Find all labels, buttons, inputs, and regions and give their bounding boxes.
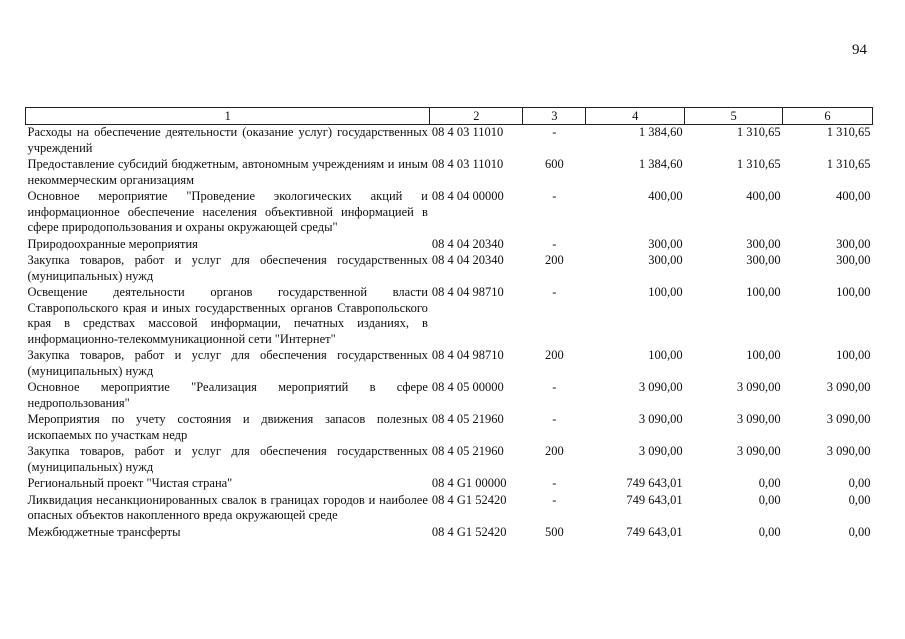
- row-expense-type-cell: -: [552, 236, 557, 251]
- row-amount-1-cell: 400,00: [648, 189, 683, 203]
- row-code-cell: 08 4 05 00000: [431, 380, 504, 394]
- row-amount-3-cell: 0,00: [848, 492, 871, 507]
- row-amount-2-cell: 0,00: [758, 524, 781, 539]
- table-row: [26, 253, 873, 285]
- row-code-cell: 08 4 04 98710: [431, 348, 504, 362]
- row-amount-1-cell: 3 090,00: [638, 380, 683, 394]
- row-code-cell: 08 4 04 20340: [431, 253, 504, 267]
- row-expense-type-cell: -: [552, 125, 557, 139]
- row-expense-type-cell: -: [552, 476, 557, 490]
- row-amount-1-cell: 100,00: [648, 285, 683, 299]
- table-row: [26, 189, 873, 237]
- row-amount-1-cell: 3 090,00: [638, 412, 683, 426]
- column-header: 5: [685, 108, 783, 125]
- table-row: [26, 444, 873, 476]
- table-row: [26, 380, 873, 412]
- row-name-cell: Закупка товаров, работ и услуг для обеспечения государственных (муниципальных) нужд: [27, 253, 428, 283]
- row-amount-2-cell: 400,00: [746, 189, 781, 203]
- row-amount-2-cell: 300,00: [746, 253, 781, 267]
- row-amount-2-cell: 0,00: [758, 492, 781, 507]
- row-name-cell: Предоставление субсидий бюджетным, автономным учреждениям и иным некоммерческим организациям: [27, 157, 428, 187]
- row-amount-3-cell: 300,00: [836, 236, 871, 251]
- row-code-cell: 08 4 05 21960: [431, 412, 504, 426]
- row-amount-3-cell: 3 090,00: [826, 380, 871, 394]
- row-amount-2-cell: 1 310,65: [736, 157, 781, 171]
- row-amount-3-cell: 1 310,65: [826, 125, 871, 139]
- page-number: 94: [852, 42, 867, 58]
- row-code-cell: 08 4 G1 52420: [431, 492, 507, 507]
- table-body: [26, 125, 873, 542]
- row-name-cell: Освещение деятельности органов государственной власти Ставропольского края и иных государственных органов Ставропольского края в средствах массовой информации, печатных изданиях, в информационно-телекоммуникационной сети "Интернет": [27, 285, 428, 346]
- column-header: 6: [783, 108, 873, 125]
- row-name-cell: Расходы на обеспечение деятельности (оказание услуг) государственных учреждений: [27, 125, 428, 155]
- column-header: 2: [430, 108, 523, 125]
- row-amount-3-cell: 400,00: [836, 189, 871, 203]
- table-row: [26, 476, 873, 493]
- table-row: [26, 525, 873, 542]
- row-amount-3-cell: 100,00: [836, 348, 871, 362]
- row-name-cell: Основное мероприятие "Реализация мероприятий в сфере недропользования": [27, 380, 428, 410]
- row-name-cell: Основное мероприятие "Проведение экологических акций и информационное обеспечение населения объективной информацией в сфере природопользования и охраны окружающей среды": [27, 189, 428, 234]
- table-row: [26, 412, 873, 444]
- row-code-cell: 08 4 03 11010: [431, 125, 504, 139]
- row-amount-1-cell: 100,00: [648, 348, 683, 362]
- row-amount-3-cell: 300,00: [836, 253, 871, 267]
- row-amount-1-cell: 300,00: [648, 236, 683, 251]
- row-name-cell: Региональный проект "Чистая страна": [27, 476, 233, 490]
- row-code-cell: 08 4 04 20340: [431, 236, 504, 251]
- row-code-cell: 08 4 03 11010: [431, 157, 504, 171]
- row-amount-1-cell: 1 384,60: [638, 125, 683, 139]
- row-expense-type-cell: 600: [544, 157, 564, 171]
- row-amount-3-cell: 3 090,00: [826, 412, 871, 426]
- row-expense-type-cell: 200: [544, 348, 564, 362]
- budget-table: [25, 107, 873, 541]
- row-expense-type-cell: 200: [544, 253, 564, 267]
- table-row: [26, 157, 873, 189]
- row-code-cell: 08 4 04 98710: [431, 285, 504, 299]
- row-code-cell: 08 4 G1 52420: [431, 524, 507, 539]
- table-row: [26, 125, 873, 158]
- row-amount-1-cell: 749 643,01: [626, 524, 683, 539]
- row-amount-1-cell: 749 643,01: [626, 476, 683, 490]
- row-name-cell: Закупка товаров, работ и услуг для обеспечения государственных (муниципальных) нужд: [27, 348, 428, 378]
- row-amount-3-cell: 0,00: [848, 476, 871, 490]
- row-amount-3-cell: 3 090,00: [826, 444, 871, 458]
- row-expense-type-cell: 200: [544, 444, 564, 458]
- row-amount-2-cell: 3 090,00: [736, 380, 781, 394]
- table-header-row: [26, 108, 873, 125]
- row-name-cell: Ликвидация несанкционированных свалок в границах городов и наиболее опасных объектов накопленного вреда окружающей среде: [27, 492, 428, 522]
- row-expense-type-cell: -: [552, 380, 557, 394]
- row-amount-2-cell: 0,00: [758, 476, 781, 490]
- row-amount-2-cell: 300,00: [746, 236, 781, 251]
- table-row: [26, 285, 873, 348]
- row-expense-type-cell: -: [552, 285, 557, 299]
- row-amount-3-cell: 100,00: [836, 285, 871, 299]
- row-amount-2-cell: 3 090,00: [736, 444, 781, 458]
- row-name-cell: Межбюджетные трансферты: [27, 524, 181, 539]
- row-name-cell: Закупка товаров, работ и услуг для обеспечения государственных (муниципальных) нужд: [27, 444, 428, 474]
- row-expense-type-cell: -: [552, 412, 557, 426]
- table-row: [26, 237, 873, 254]
- row-code-cell: 08 4 G1 00000: [431, 476, 507, 490]
- row-name-cell: Природоохранные мероприятия: [27, 236, 198, 251]
- row-name-cell: Мероприятия по учету состояния и движения запасов полезных ископаемых по участкам недр: [27, 412, 428, 442]
- column-header: 1: [26, 108, 430, 125]
- row-amount-3-cell: 1 310,65: [826, 157, 871, 171]
- row-expense-type-cell: -: [552, 492, 557, 507]
- column-header: 3: [523, 108, 586, 125]
- column-header: 4: [586, 108, 685, 125]
- row-amount-1-cell: 3 090,00: [638, 444, 683, 458]
- row-amount-2-cell: 1 310,65: [736, 125, 781, 139]
- row-expense-type-cell: 500: [544, 524, 564, 539]
- row-amount-3-cell: 0,00: [848, 524, 871, 539]
- row-amount-2-cell: 100,00: [746, 285, 781, 299]
- row-code-cell: 08 4 05 21960: [431, 444, 504, 458]
- row-code-cell: 08 4 04 00000: [431, 189, 504, 203]
- row-amount-1-cell: 1 384,60: [638, 157, 683, 171]
- table-row: [26, 348, 873, 380]
- row-amount-1-cell: 300,00: [648, 253, 683, 267]
- row-amount-2-cell: 100,00: [746, 348, 781, 362]
- row-amount-2-cell: 3 090,00: [736, 412, 781, 426]
- row-expense-type-cell: -: [552, 189, 557, 203]
- row-amount-1-cell: 749 643,01: [626, 492, 683, 507]
- table-row: [26, 493, 873, 525]
